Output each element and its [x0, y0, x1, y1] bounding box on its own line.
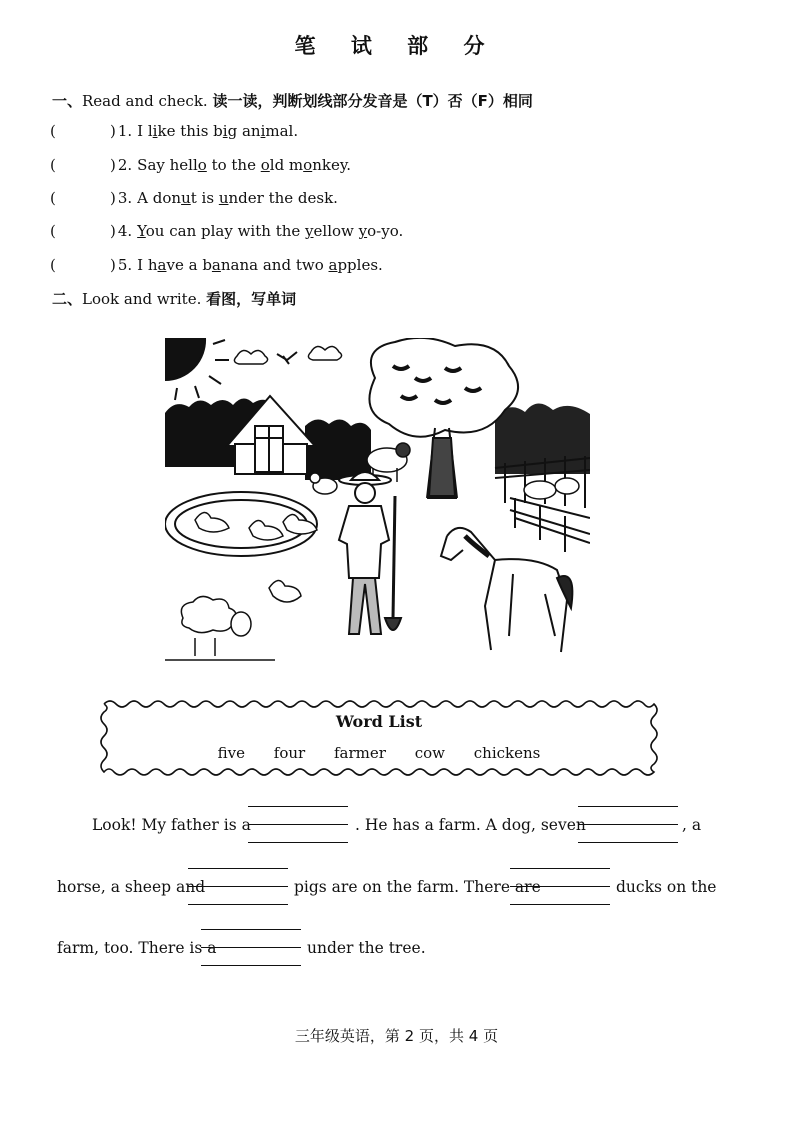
item-number: 2. — [117, 156, 133, 174]
underlined-letter: i — [260, 122, 266, 140]
exercise-item-3 — [50, 189, 338, 207]
item-number: 5. — [117, 256, 133, 274]
word-list-box — [100, 698, 658, 778]
underlined-letter: i — [222, 122, 228, 140]
exercise-item-1 — [50, 122, 298, 140]
answer-bracket-close: ) — [110, 122, 116, 140]
passage-line-3b: under the tree. — [307, 939, 426, 957]
exercise-item-5 — [50, 256, 383, 274]
page-footer: 三年级英语，第 2 页，共 4 页 — [294, 1027, 499, 1045]
blank-2[interactable] — [578, 804, 678, 850]
farm-scene-picture — [165, 338, 590, 668]
underlined-letter: u — [181, 189, 191, 207]
underlined-letter: u — [218, 189, 229, 207]
underlined-letter: Y — [137, 222, 146, 240]
sentence-text: to the — [206, 156, 261, 174]
passage-line-1c: , a — [682, 816, 702, 834]
word-list-words — [100, 744, 658, 762]
answer-bracket-close: ) — [110, 222, 116, 240]
sentence-text: o-yo. — [367, 222, 404, 240]
passage-line-1b: . He has a farm. A dog, seven — [355, 816, 586, 834]
word-farmer: farmer — [333, 744, 386, 762]
passage-line-1a: Look! My father is a — [92, 816, 251, 834]
sentence-text: nkey. — [312, 156, 352, 174]
section2-heading-cn: 看图，写单词 — [206, 290, 297, 308]
underlined-letter: a — [328, 256, 338, 274]
passage-line-2a: horse, a sheep and — [57, 878, 206, 896]
word-chickens: chickens — [473, 744, 541, 762]
sentence-text: ellow — [313, 222, 359, 240]
item-number: 3. — [117, 189, 133, 207]
section1-number: 一、 — [52, 92, 83, 110]
answer-bracket[interactable]: ( — [50, 156, 56, 174]
blank-1[interactable] — [248, 804, 348, 850]
exercise-item-2 — [50, 156, 351, 174]
underlined-letter: o — [303, 156, 313, 174]
passage-line-2b: pigs are on the farm. There are — [294, 878, 541, 896]
sentence-text: nana and two — [220, 256, 329, 274]
answer-bracket[interactable]: ( — [50, 122, 56, 140]
answer-bracket-close: ) — [110, 256, 116, 274]
underlined-letter: a — [157, 256, 167, 274]
section1-heading-cn: 读一读，判断划线部分发音是（T）否（F）相同 — [212, 92, 533, 110]
underlined-letter: y — [358, 222, 368, 240]
exercise-item-4 — [50, 222, 403, 240]
section1-heading — [52, 90, 533, 111]
answer-bracket[interactable]: ( — [50, 189, 56, 207]
underlined-letter: i — [152, 122, 158, 140]
sentence-text: ke this b — [157, 122, 223, 140]
sentence-text: Say hell — [137, 156, 198, 174]
passage-line-2c: ducks on the — [616, 878, 717, 896]
word-cow: cow — [414, 744, 445, 762]
item-number: 4. — [117, 222, 133, 240]
sentence-text: mal. — [265, 122, 299, 140]
sentence-text: t is — [190, 189, 219, 207]
underlined-letter: o — [260, 156, 270, 174]
underlined-letter: y — [305, 222, 314, 240]
section2-heading — [52, 288, 296, 309]
section1-heading-en: Read and check. — [82, 92, 208, 110]
blank-4[interactable] — [510, 866, 610, 912]
sentence-text: nder the desk. — [228, 189, 338, 207]
blank-3[interactable] — [188, 866, 288, 912]
section2-heading-en: Look and write. — [82, 290, 202, 308]
answer-bracket-close: ) — [110, 156, 116, 174]
sentence-text: I l — [137, 122, 153, 140]
sentence-text: g an — [227, 122, 261, 140]
sentence-text: ou can play with the — [145, 222, 306, 240]
sentence-text: I h — [137, 256, 158, 274]
word-four: four — [273, 744, 306, 762]
sentence-text: A don — [137, 189, 182, 207]
word-five: five — [217, 744, 245, 762]
word-list-title: Word List — [335, 712, 423, 731]
page-title: 笔 试 部 分 — [294, 34, 499, 58]
answer-bracket[interactable]: ( — [50, 222, 56, 240]
answer-bracket[interactable]: ( — [50, 256, 56, 274]
blank-5[interactable] — [201, 927, 301, 973]
answer-bracket-close: ) — [110, 189, 116, 207]
sentence-text: pples. — [337, 256, 383, 274]
underlined-letter: o — [197, 156, 207, 174]
sentence-text: ld m — [269, 156, 304, 174]
passage-line-3a: farm, too. There is a — [57, 939, 217, 957]
section2-number: 二、 — [52, 290, 83, 308]
underlined-letter: a — [211, 256, 221, 274]
item-number: 1. — [117, 122, 133, 140]
sentence-text: ve a b — [166, 256, 212, 274]
